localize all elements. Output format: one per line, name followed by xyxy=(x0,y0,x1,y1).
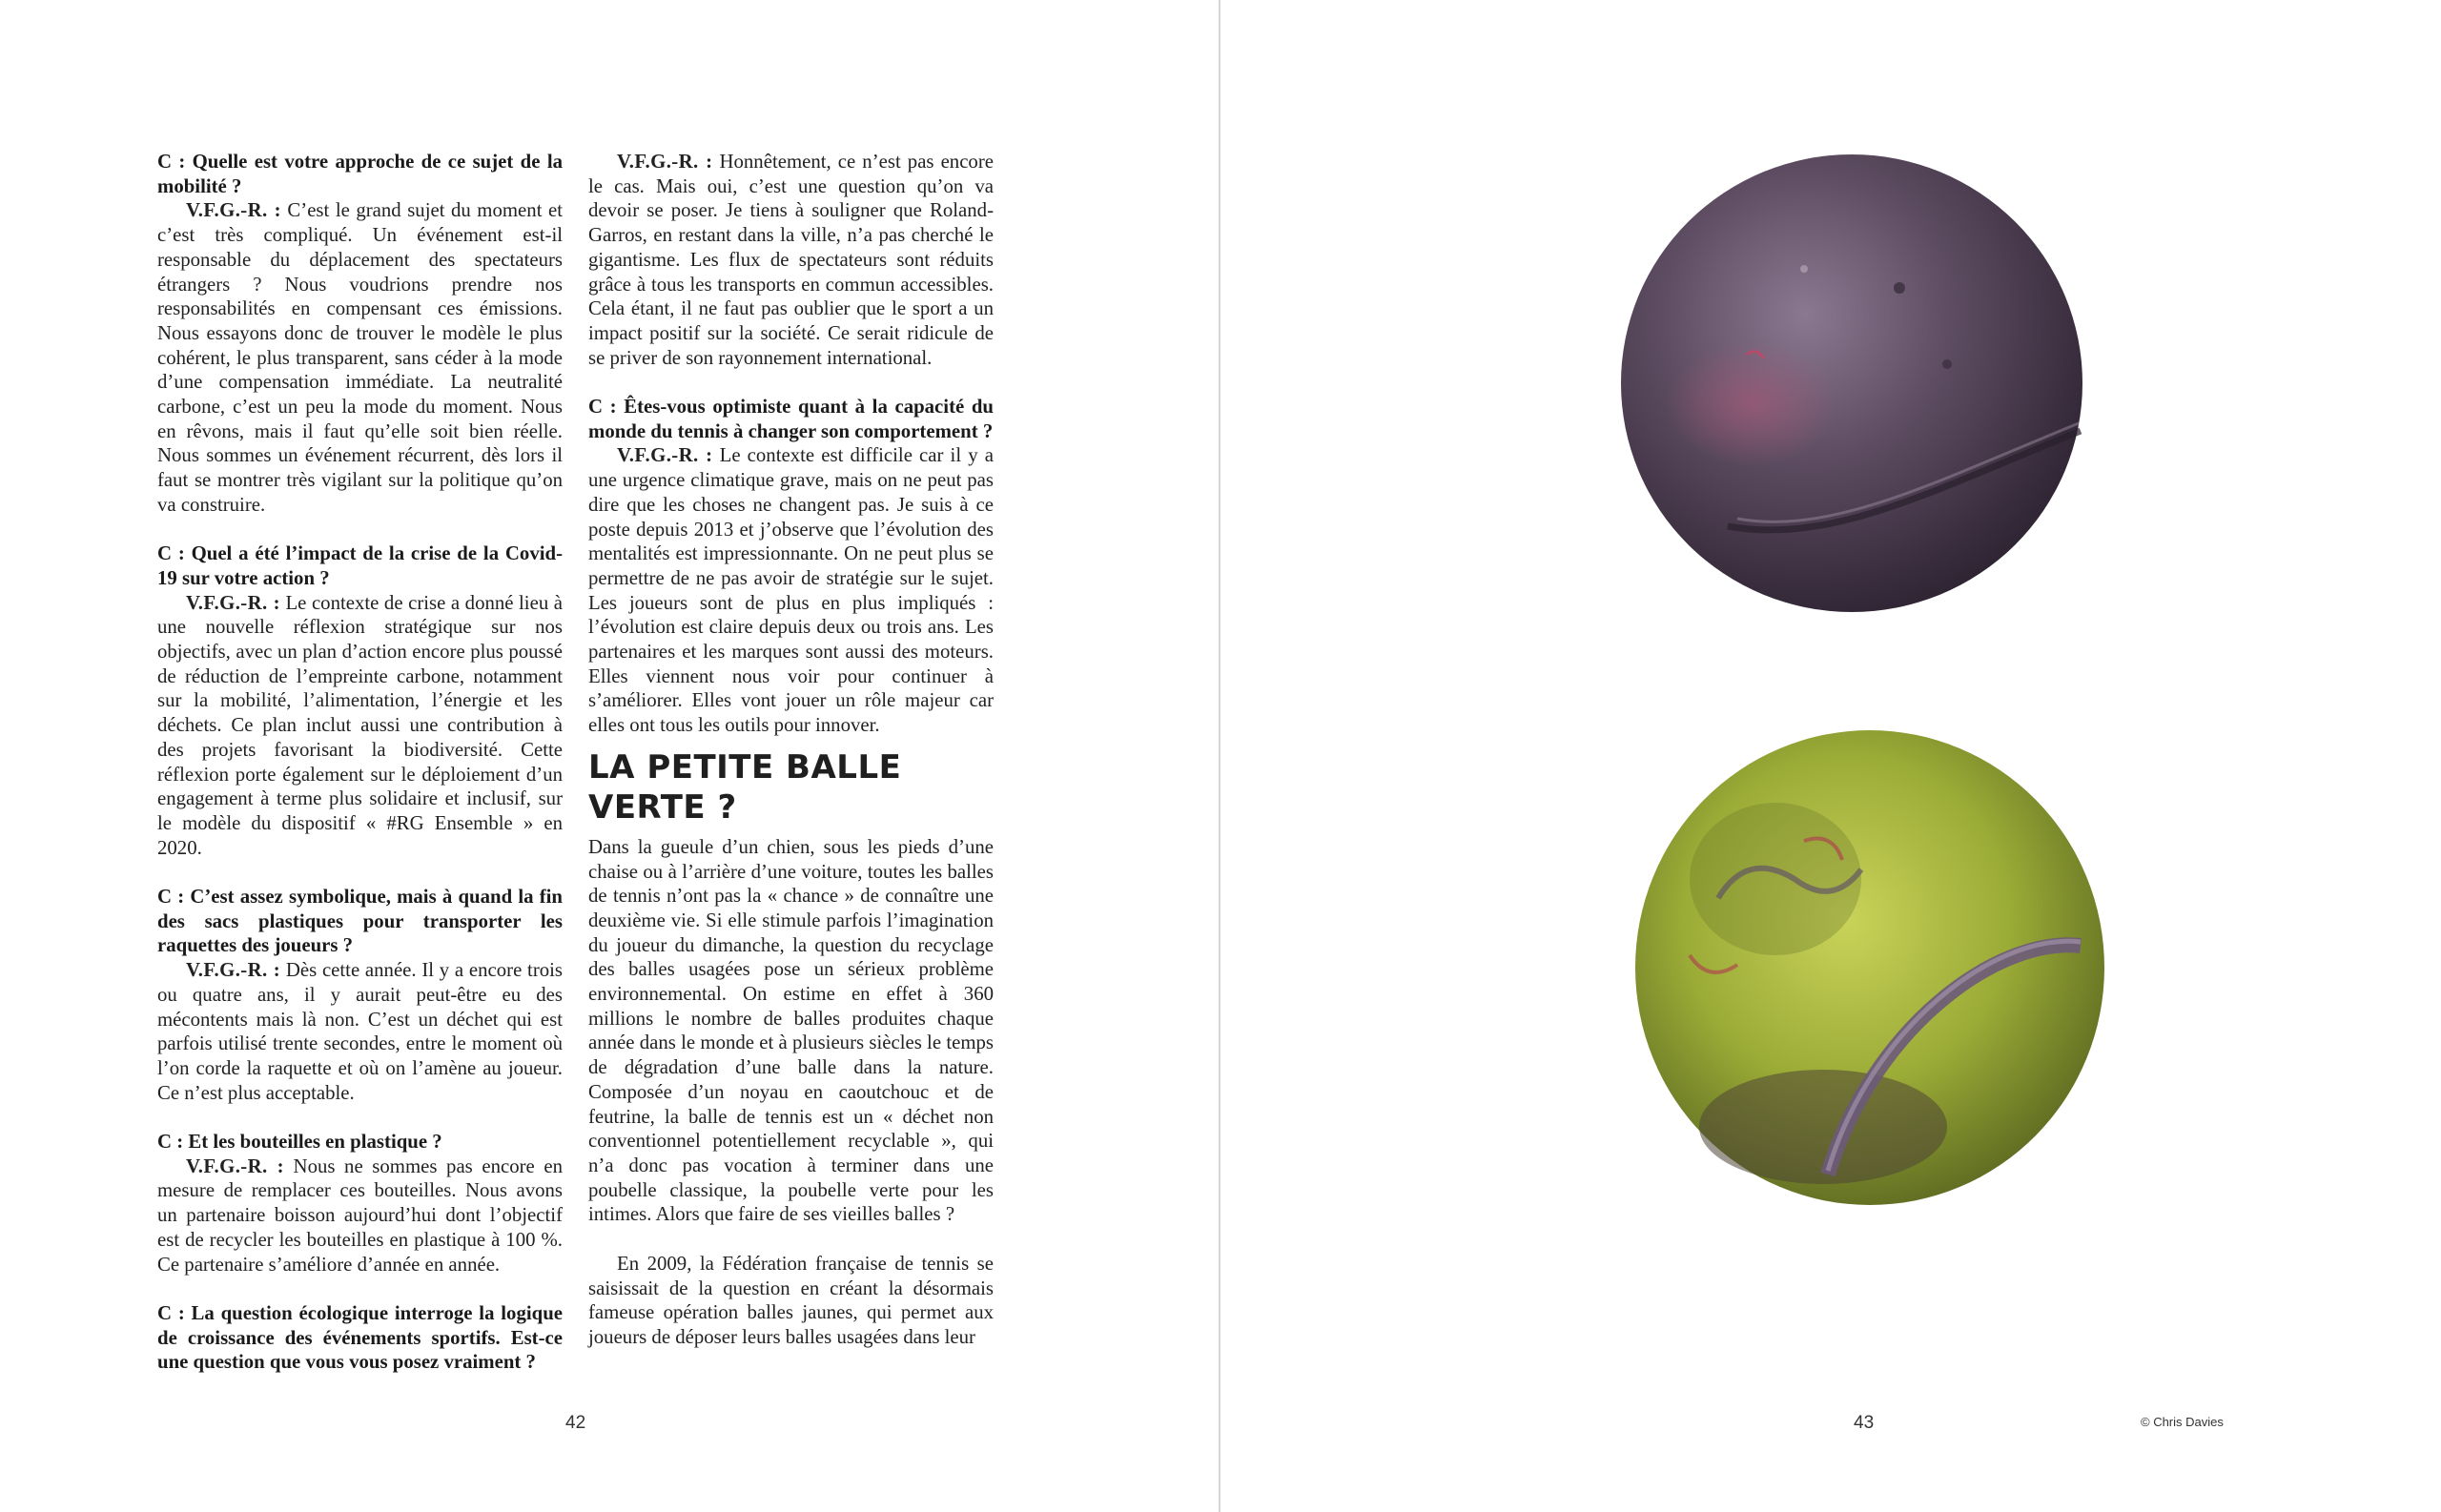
worn-green-tennis-ball-photo xyxy=(1632,726,2107,1208)
question-mobility: C : Quelle est votre approche de ce sujet de la mobilité ? xyxy=(157,151,563,197)
section-heading: LA PETITE BALLE VERTE ? xyxy=(588,747,902,827)
question-optimism: C : Êtes-vous optimiste quant à la capacité du monde du tennis à changer son comportement ? xyxy=(588,396,994,442)
speaker-label: V.F.G.-R. : xyxy=(186,199,281,222)
page-number-right: 43 xyxy=(1854,1413,1875,1433)
page-number-left: 42 xyxy=(565,1413,586,1433)
worn-purple-tennis-ball-photo xyxy=(1613,145,2090,617)
answer-text: Dès cette année. Il y a encore trois ou quatre ans, il y aurait peut-être eu des mécontents mais là non. C’est un déchet qui est parfois utilisé trente secondes, entre le moment où l’on corde la raquette et où on l’amène au joueur. Ce n’est plus acceptable. xyxy=(157,959,564,1104)
speaker-label: V.F.G.-R. : xyxy=(617,151,713,173)
answer-mobility xyxy=(157,198,563,517)
speaker-label: V.F.G.-R. : xyxy=(186,959,281,982)
text-column-1 xyxy=(157,150,563,1375)
question-plastic-bags: C : C’est assez symbolique, mais à quand la fin des sacs plastiques pour transporter les raquettes des joueurs ? xyxy=(157,886,563,957)
answer-text: Nous ne sommes pas encore en mesure de remplacer ces bouteilles. Nous avons un partenaire boisson aujourd’hui dont l’objectif est de recycler les bouteilles en plastique à 100 %. Ce partenaire s’améliore d’année en année. xyxy=(157,1154,563,1276)
article-paragraph-1: Dans la gueule d’un chien, sous les pieds d’une chaise ou à l’arrière d’une voiture, toutes les balles de tennis n’ont pas la « chance » de connaître une deuxième vie. Si elle stimule parfois l’imagination du joueur du dimanche, la question du recyclage des balles usagées pose un sérieux problème environnemental. On estime en effet à 360 millions le nombre de balles produites chaque année dans le monde et à plusieurs siècles le temps de dégradation d’une balle dans la nature. Composée d’un noyau en caoutchouc et de feutrine, la balle de tennis est un « déchet non conventionnel potentiellement recyclable », qui n’a donc pas vocation à terminer dans une poubelle classique, la poubelle verte pour les intimes. Alors que faire de ses vieilles balles ? xyxy=(588,835,994,1226)
question-growth: C : La question écologique interroge la logique de croissance des événements sportifs. Est-ce une question que vous vous posez vraiment ? xyxy=(157,1301,563,1374)
question-covid: C : Quel a été l’impact de la crise de la Covid-19 sur votre action ? xyxy=(157,542,563,589)
answer-optimism xyxy=(588,443,994,737)
answer-text: Honnêtement, ce n’est pas encore le cas. Mais oui, c’est une question qu’on va devoir se poser. Je tiens à souligner que Roland-Garros, en restant dans la ville, n’a pas cherché le gigantisme. Les flux de spectateurs sont réduits grâce à tous les transports en commun accessibles. Cela étant, il ne faut pas oublier que le sport a un impact positif sur la société. Ce serait ridicule de se priver de son rayonnement international. xyxy=(588,151,994,369)
speaker-label: V.F.G.-R. : xyxy=(186,591,280,614)
text-column-2 xyxy=(588,150,994,1350)
question-bottles: C : Et les bouteilles en plastique ? xyxy=(157,1131,442,1154)
speaker-label: V.F.G.-R. : xyxy=(617,444,713,467)
answer-text: Le contexte est difficile car il y a une urgence climatique grave, mais on ne peut pas dire que les choses ne changent pas. Je suis à ce poste depuis 2013 et j’observe que l’évolution des mentalités est impressionnante. On ne peut plus se permettre de ne pas avoir de stratégie sur le sujet. Les joueurs sont de plus en plus impliqués : l’évolution est claire depuis deux ou trois ans. Les partenaires et les marques sont aussi des moteurs. Elles viennent nous voir pour continuer à s’améliorer. Elles vont jouer un rôle majeur car elles ont tous les outils pour innover. xyxy=(588,444,994,737)
answer-text: C’est le grand sujet du moment et c’est très compliqué. Un événement est-il responsable du déplacement des spectateurs étrangers ? Nous voudrions prendre nos responsabilités en compensant ces émissions. Nous essayons donc de trouver le modèle le plus cohérent, le plus transparent, sans céder à la mode d’une compensation immédiate. La neutralité carbone, c’est un peu la mode du moment. Nous en rêvons, mais il faut qu’elle soit bien réelle. Nous sommes un événement récurrent, dès lors il faut se montrer très vigilant sur la politique qu’on va construire. xyxy=(157,199,563,516)
answer-text: Le contexte de crise a donné lieu à une nouvelle réflexion stratégique sur nos objectifs, avec un plan d’action encore plus poussé de réduction de l’empreinte carbone, notamment sur la mobilité, l’alimentation, l’énergie et les déchets. Ce plan inclut aussi une contribution à des projets favorisant la biodiversité. Cette réflexion porte également sur le déploiement d’un engagement à terme plus solidaire et inclusif, sur le modèle du dispositif « #RG Ensemble » en 2020. xyxy=(157,591,563,859)
speaker-label: V.F.G.-R. : xyxy=(186,1154,284,1177)
answer-bottles xyxy=(157,1154,563,1277)
answer-covid xyxy=(157,591,563,861)
answer-plastic-bags xyxy=(157,958,563,1105)
answer-growth xyxy=(588,150,994,370)
photo-credit: © Chris Davies xyxy=(2141,1415,2224,1429)
left-page xyxy=(0,0,1219,1512)
article-paragraph-2: En 2009, la Fédération française de tennis se saisissait de la question en créant la désormais fameuse opération balles jaunes, qui permet aux joueurs de déposer leurs balles usagées dans leur xyxy=(588,1252,994,1348)
